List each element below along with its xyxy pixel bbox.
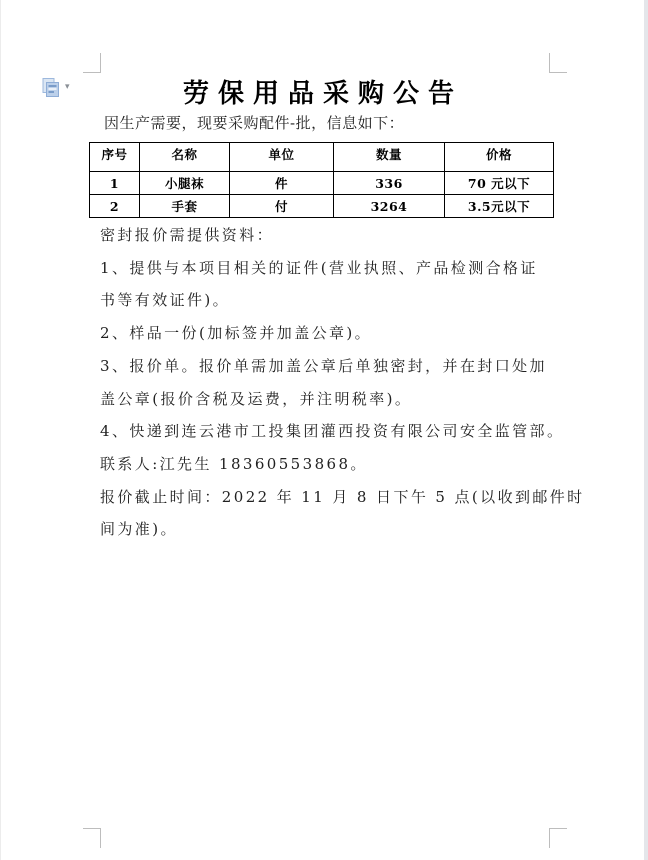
table-row: [90, 195, 554, 218]
text-boundary-mark-bottom-left: [83, 828, 101, 848]
table-cell: 70 元以下: [445, 172, 554, 195]
text-boundary-mark-top-right: [549, 53, 567, 73]
table-header-cell: 价格: [445, 143, 554, 172]
paragraph-line: 盖公章(报价含税及运费，并注明税率)。: [100, 389, 413, 408]
text-boundary-mark-top-left: [83, 53, 101, 73]
table-header-row: [90, 143, 554, 172]
table-cell: 1: [90, 172, 140, 195]
table-cell: 手套: [140, 195, 230, 218]
table-cell: 3264: [334, 195, 445, 218]
paragraph-line: 1、提供与本项目相关的证件(营业执照、产品检测合格证: [100, 258, 538, 277]
table-cell: 件: [230, 172, 334, 195]
table-cell: 3.5元以下: [445, 195, 554, 218]
paragraph-line: 联系人:江先生 18360553868。: [100, 454, 368, 473]
text-boundary-mark-bottom-right: [549, 828, 567, 848]
paragraph-line: 3、报价单。报价单需加盖公章后单独密封，并在封口处加: [100, 356, 547, 375]
items-table-body: [90, 143, 554, 218]
table-cell: 小腿袜: [140, 172, 230, 195]
items-table: [89, 142, 554, 218]
table-cell: 付: [230, 195, 334, 218]
canvas-gutter: [644, 0, 648, 860]
paragraph-line: 报价截止时间：2022 年 11 月 8 日下午 5 点(以收到邮件时: [100, 487, 585, 506]
table-header-cell: 单位: [230, 143, 334, 172]
page-title: 劳保用品采购公告: [182, 79, 463, 109]
chevron-down-icon[interactable]: ▾: [65, 81, 70, 92]
paragraph-line: 4、快递到连云港市工投集团灌西投资有限公司安全监管部。: [100, 422, 565, 441]
paragraph-line: 书等有效证件)。: [100, 291, 231, 310]
intro-paragraph: 因生产需要，现要采购配件-批，信息如下：: [104, 114, 405, 132]
table-row: [90, 172, 554, 195]
paragraph-line: 2、样品一份(加标签并加盖公章)。: [100, 324, 373, 343]
table-cell: 2: [90, 195, 140, 218]
table-header-cell: 数量: [334, 143, 445, 172]
body-text: [100, 219, 585, 546]
paragraph-line: 密封报价需提供资料：: [100, 226, 275, 244]
table-cell: 336: [334, 172, 445, 195]
table-header-cell: 序号: [90, 143, 140, 172]
paragraph-line: 间为准)。: [100, 520, 178, 539]
table-header-cell: 名称: [140, 143, 230, 172]
